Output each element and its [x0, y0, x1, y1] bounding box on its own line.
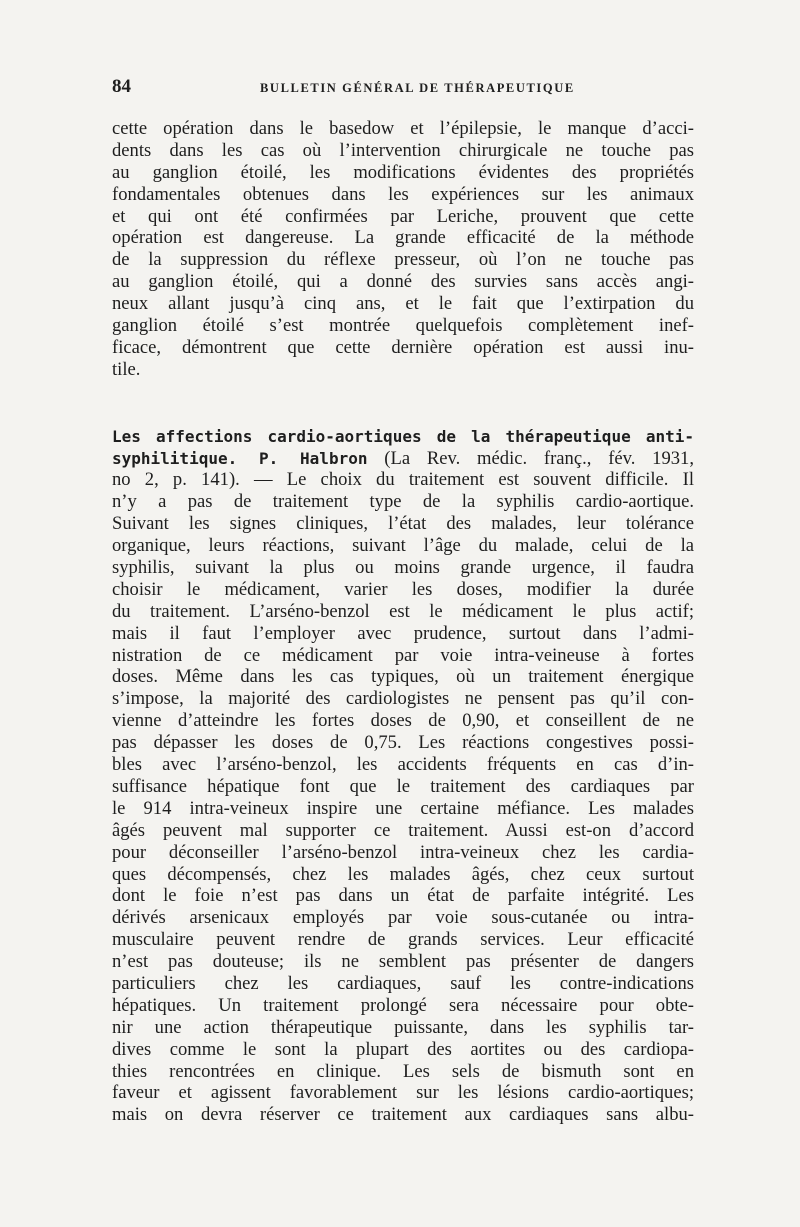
text-line: ganglion étoilé s’est montrée quelquefois complètement inef- — [112, 315, 694, 337]
text-line: fondamentales obtenues dans les expériences sur les animaux — [112, 183, 694, 205]
section-gap — [112, 381, 694, 426]
text-line: le 914 intra-veineux inspire une certaine méfiance. Les malades — [112, 797, 694, 819]
page-number: 84 — [112, 76, 131, 97]
text-line: Suivant les signes cliniques, l’état des malades, leur tolérance — [112, 513, 694, 535]
text-line: suffisance hépatique font que le traitement des cardiaques par — [112, 775, 694, 797]
text-line: âgés peuvent mal supporter ce traitement. Aussi est-on d’accord — [112, 819, 694, 841]
text-line: vienne d’atteindre les fortes doses de 0,90, et conseillent de ne — [112, 710, 694, 732]
text-line: nistration de ce médicament par voie intra-veineuse à fortes — [112, 644, 694, 666]
text-line: mais on devra réserver ce traitement aux cardiaques sans albu- — [112, 1104, 694, 1126]
text-line: ficace, démontrent que cette dernière opération est aussi inu- — [112, 336, 694, 358]
text-line: bles avec l’arséno-benzol, les accidents fréquents en cas d’in- — [112, 754, 694, 776]
text-line: pas dépasser les doses de 0,75. Les réactions congestives possi- — [112, 732, 694, 754]
text-line: du traitement. L’arséno-benzol est le médicament le plus actif; — [112, 600, 694, 622]
body-text — [112, 118, 694, 1126]
running-head: BULLETIN GÉNÉRAL DE THÉRAPEUTIQUE — [260, 81, 575, 95]
article-title-line2 — [112, 448, 694, 470]
text-line: n’est pas douteuse; ils ne semblent pas présenter de dangers — [112, 951, 694, 973]
text-line: cette opération dans le basedow et l’épilepsie, le manque d’acci- — [112, 118, 694, 139]
article-title-author: syphilitique. P. Halbron — [112, 448, 368, 468]
text-line: au ganglion étoilé, qui a donné des survies sans accès angi- — [112, 271, 694, 293]
text-line: particuliers chez les cardiaques, sauf les contre-indications — [112, 972, 694, 994]
text-line: ques décompensés, chez les malades âgés, chez ceux surtout — [112, 863, 694, 885]
text-line: choisir le médicament, varier les doses, modifier la durée — [112, 578, 694, 600]
text-line: nir une action thérapeutique puissante, dans les syphilis tar- — [112, 1016, 694, 1038]
text-line: dont le foie n’est pas dans un état de parfaite intégrité. Les — [112, 885, 694, 907]
text-line: neux allant jusqu’à cinq ans, et le fait que l’extirpation du — [112, 293, 694, 315]
text-line: n’y a pas de traitement type de la syphilis cardio-aortique. — [112, 491, 694, 513]
paragraph-continuation — [112, 118, 694, 381]
text-line: de la suppression du réflexe presseur, où l’on ne touche pas — [112, 249, 694, 271]
text-line: musculaire peuvent rendre de grands services. Leur efficacité — [112, 929, 694, 951]
text-line: mais il faut l’employer avec prudence, surtout dans l’admi- — [112, 622, 694, 644]
text-line: organique, leurs réactions, suivant l’âge du malade, celui de la — [112, 535, 694, 557]
text-line: thies rencontrées en clinique. Les sels de bismuth sont en — [112, 1060, 694, 1082]
text-line: doses. Même dans les cas typiques, où un traitement énergique — [112, 666, 694, 688]
article-review — [112, 426, 694, 1127]
text-line: hépatiques. Un traitement prolongé sera nécessaire pour obte- — [112, 994, 694, 1016]
text-line: pour déconseiller l’arséno-benzol intra-veineux chez les cardia- — [112, 841, 694, 863]
text-line: s’impose, la majorité des cardiologistes ne pensent pas qu’il con- — [112, 688, 694, 710]
page-header — [112, 76, 692, 100]
text-line: et qui ont été confirmées par Leriche, prouvent que cette — [112, 205, 694, 227]
text-line: dérivés arsenicaux employés par voie sous-cutanée ou intra- — [112, 907, 694, 929]
text-line: tile. — [112, 358, 141, 380]
article-title: Les affections cardio-aortiques de la thérapeutique anti- — [112, 426, 694, 446]
text-line: syphilis, suivant la plus ou moins grande urgence, il faudra — [112, 557, 694, 579]
article-citation: (La Rev. médic. franç., fév. 1931, — [367, 447, 695, 469]
text-line: dives comme le sont la plupart des aortites ou des cardiopa- — [112, 1038, 694, 1060]
text-line: opération est dangereuse. La grande efficacité de la méthode — [112, 227, 694, 249]
text-line: no 2, p. 141). — Le choix du traitement est souvent difficile. Il — [112, 469, 694, 491]
text-line: faveur et agissent favorablement sur les lésions cardio-aortiques; — [112, 1082, 694, 1104]
text-line: au ganglion étoilé, les modifications évidentes des propriétés — [112, 161, 694, 183]
text-line: dents dans les cas où l’intervention chirurgicale ne touche pas — [112, 139, 694, 161]
